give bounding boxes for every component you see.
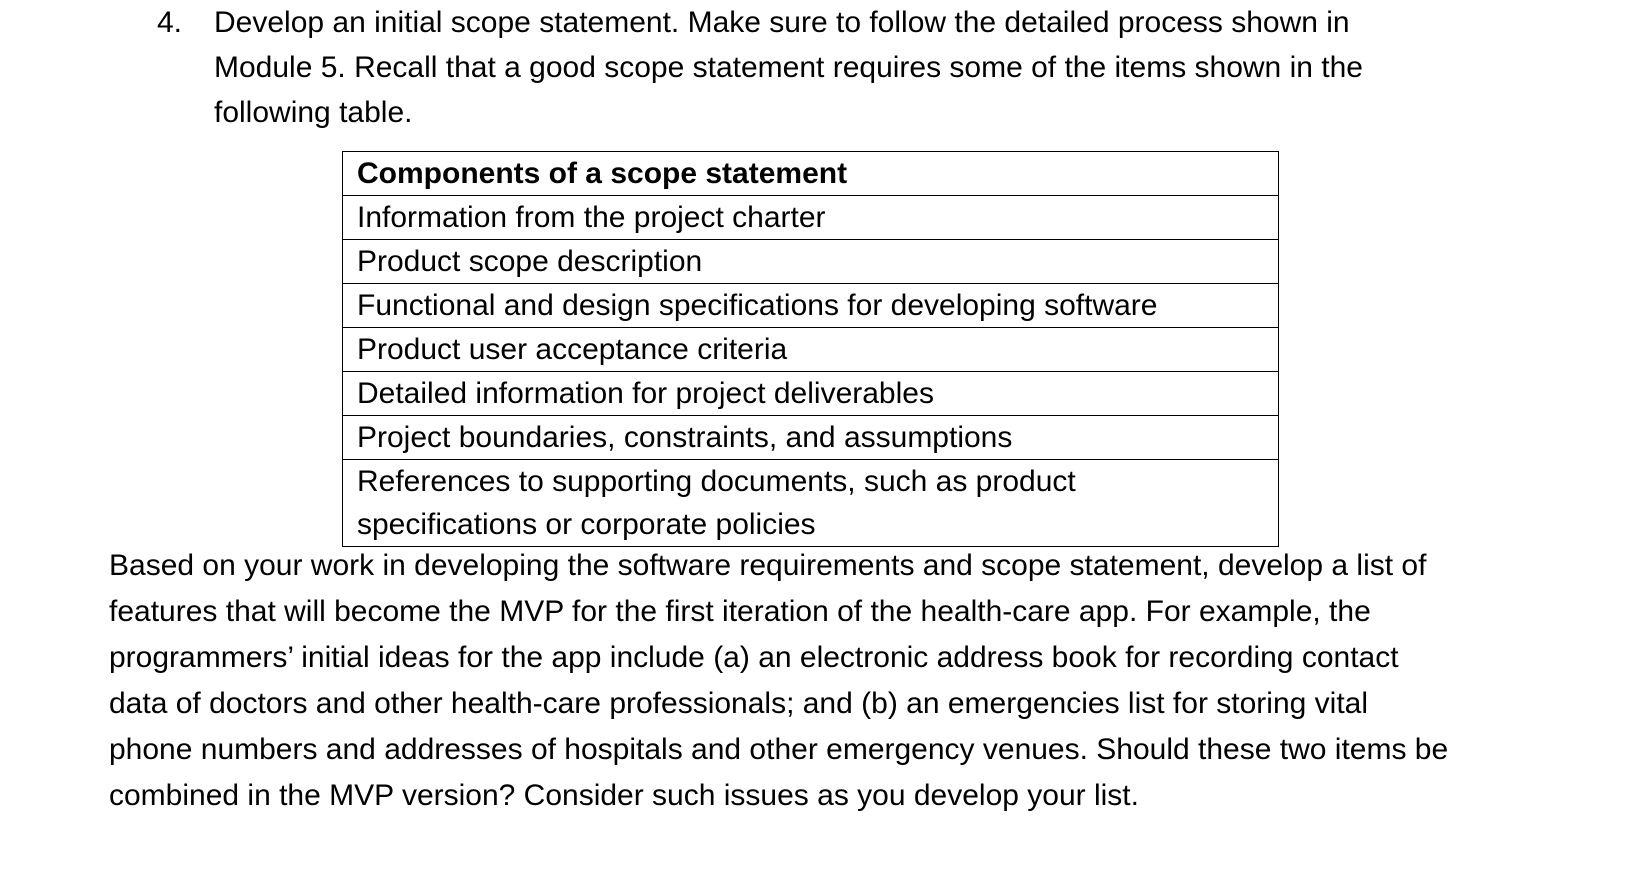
- table-cell: References to supporting documents, such as product specifications or corporate policies: [343, 460, 1279, 547]
- table-row: [343, 240, 1279, 284]
- table-cell: Detailed information for project deliverables: [343, 372, 1279, 416]
- table-cell: Information from the project charter: [343, 196, 1279, 240]
- table-cell: Product user acceptance criteria: [343, 328, 1279, 372]
- table-row: [343, 372, 1279, 416]
- question-item: [157, 0, 1447, 135]
- table-row: [343, 196, 1279, 240]
- scope-components-table: [342, 151, 1279, 547]
- table-row: [343, 328, 1279, 372]
- table-header: Components of a scope statement: [343, 152, 1279, 196]
- table-row: [343, 416, 1279, 460]
- question-number: 4.: [157, 6, 183, 39]
- table-header-row: [343, 152, 1279, 196]
- table-cell: Product scope description: [343, 240, 1279, 284]
- table-cell: Project boundaries, constraints, and assumptions: [343, 416, 1279, 460]
- follow-up-paragraph: Based on your work in developing the software requirements and scope statement, develop a list of features that will become the MVP for the first iteration of the health-care app. For example, the programmers’ initial ideas for the app include (a) an electronic address book for recording contact data of doctors and other health-care professionals; and (b) an emergencies list for storing vital phone numbers and addresses of hospitals and other emergency venues. Should these two items be combined in the MVP version? Consider such issues as you develop your list.: [109, 549, 1449, 812]
- table-row: [343, 460, 1279, 547]
- table-row: [343, 284, 1279, 328]
- question-text: Develop an initial scope statement. Make sure to follow the detailed process shown in Module 5. Recall that a good scope statement requires some of the items shown in the following table.: [214, 6, 1363, 129]
- table-cell: Functional and design specifications for developing software: [343, 284, 1279, 328]
